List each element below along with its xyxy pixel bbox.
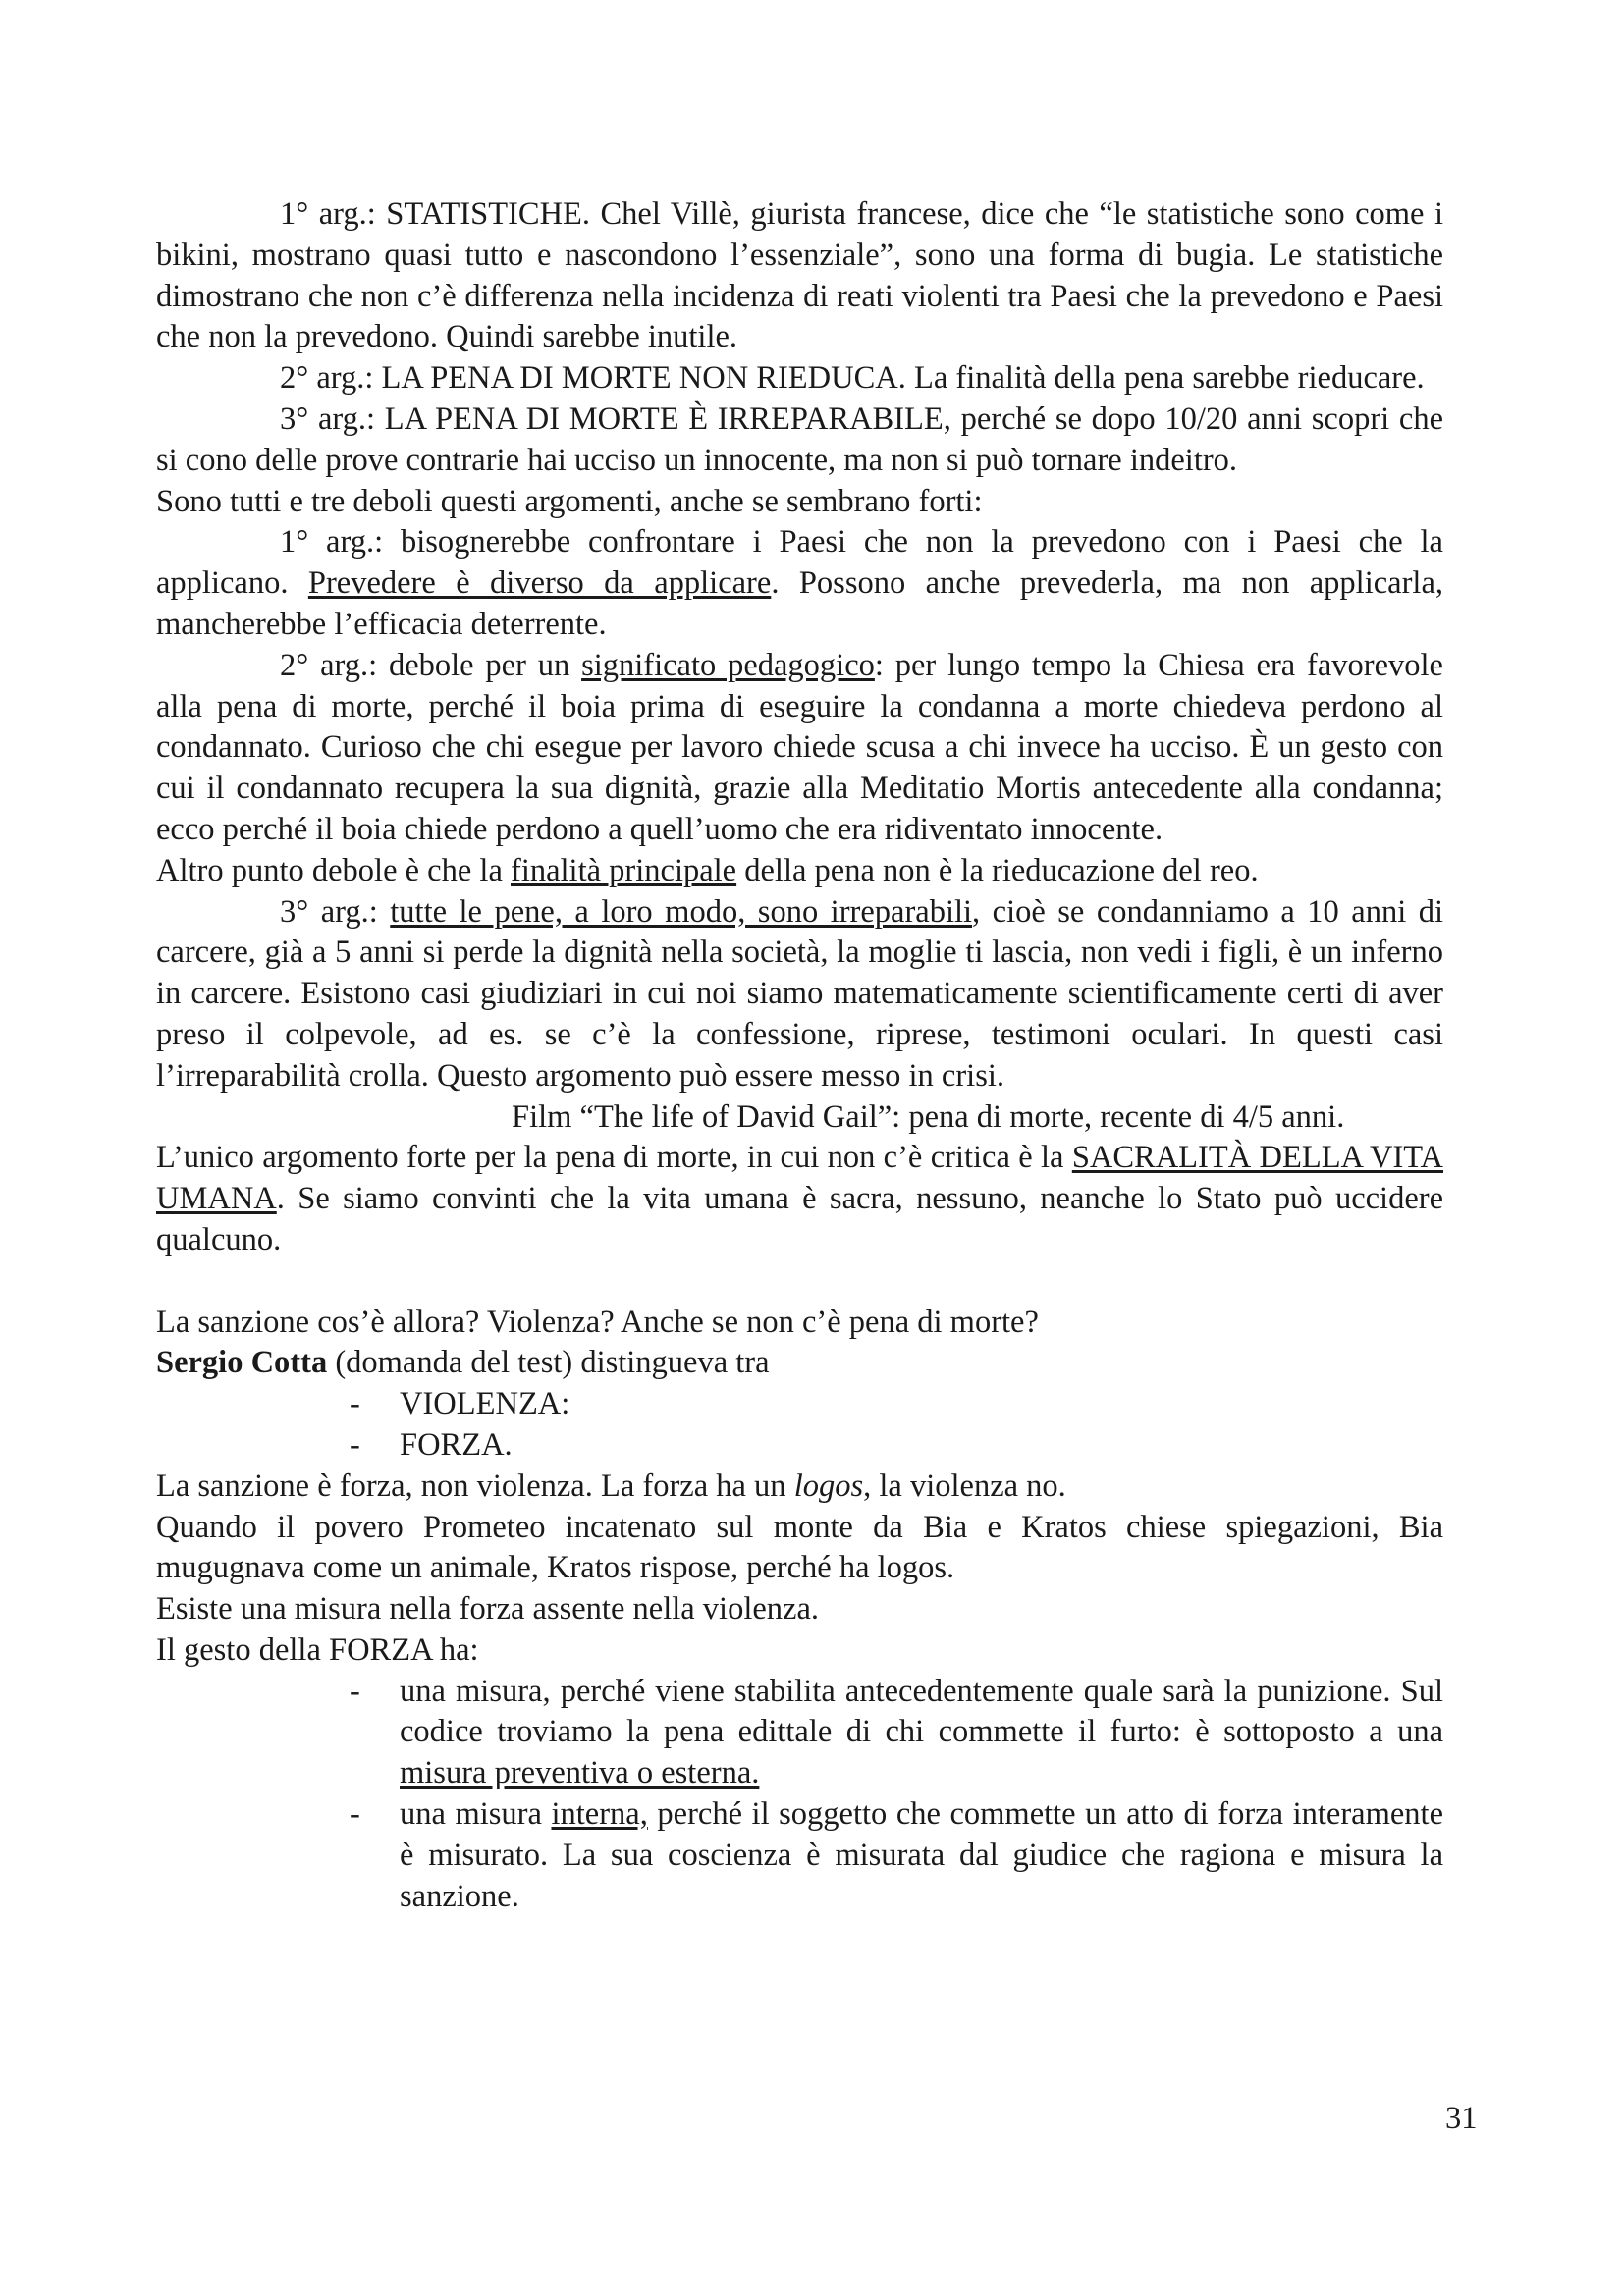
paragraph-prometheus: Quando il povero Prometeo incatenato sul monte da Bia e Kratos chiese spiegazioni, Bia mugugnava come un animale, Kratos rispose, perché ha logos. (156, 1509, 1443, 1586)
text-run: , cioè se condanniamo a 10 anni di carcere, già a 5 anni si perde la dignità nella società, la moglie ti lascia, non vedi i figli, è un inferno in carcere. Esistono casi giudiziari in cui noi siamo matematicamente scientificamente certi di aver preso il colpevole, ad es. se c’è la confessione, riprese, testimoni oculari. In questi casi l’irreparabilità crolla. Questo argomento può essere messo in crisi. (156, 893, 1443, 1094)
text-run: una misura, perché viene stabilita antecedentemente quale sarà la punizione. Sul codice troviamo la pena edittale di chi commette il furto: è sottoposto a una (400, 1673, 1443, 1750)
paragraph-statistics-argument: 1° arg.: STATISTICHE. Chel Villè, giurista francese, dice che “le statistiche sono come i bikini, mostrano quasi tutto e nascondono l’essenziale”, sono una forma di bugia. Le statistiche dimostrano che non c’è differenza nella incidenza di reati violenti tra Paesi che la prevedono e Paesi che non la prevedono. Quindi sarebbe inutile. (156, 196, 1443, 355)
dash-bullet: - (350, 1673, 360, 1709)
text-run: , la violenza no. (863, 1468, 1066, 1504)
underlined-phrase: misura preventiva o esterna. (400, 1755, 760, 1791)
list-item (156, 1425, 1443, 1467)
paragraph-sacredness-of-life (156, 1138, 1443, 1260)
document-body (156, 194, 1443, 1917)
underlined-phrase: finalità principale (511, 852, 737, 888)
text-run: La sanzione è forza, non violenza. La forza ha un (156, 1468, 794, 1504)
film-reference: Film “The life of David Gail”: pena di morte, recente di 4/5 anni. (512, 1098, 1345, 1135)
paragraph-rebuttal-1 (156, 522, 1443, 645)
dash-bullet: - (350, 1386, 360, 1422)
underlined-phrase: significato pedagogico (581, 647, 875, 683)
text-run: della pena non è la rieducazione del reo. (736, 852, 1259, 888)
text-run: 1° arg.: bisognerebbe confrontare i Paesi che non la prevedono con i Paesi che la applicano. (156, 524, 1443, 602)
text-run: . Possono anche prevederla, ma non applicarla, mancherebbe l’efficacia deterrente. (156, 565, 1443, 642)
italic-word: logos (793, 1468, 864, 1504)
paragraph-force-gesture: Il gesto della FORZA ha: (156, 1631, 479, 1668)
underlined-phrase: tutte le pene, a loro modo, sono irreparabili (390, 893, 973, 930)
text-run: 2° arg.: debole per un (280, 647, 582, 683)
list-item-text: FORZA. (400, 1426, 513, 1463)
list-item-text: VIOLENZA: (400, 1386, 570, 1422)
text-run: L’unico argomento forte per la pena di morte, in cui non c’è critica è la (156, 1140, 1072, 1176)
list-item (156, 1384, 1443, 1425)
paragraph-rebuttal-2 (156, 646, 1443, 851)
paragraph-force-logos (156, 1467, 1443, 1508)
text-run: (domanda del test) distingueva tra (327, 1345, 770, 1381)
paragraph-sanction-question: La sanzione cos’è allora? Violenza? Anche se non c’è pena di morte? (156, 1304, 1039, 1340)
text-run: . Se siamo convinti che la vita umana è sacra, nessuno, neanche lo Stato può uccidere qualcuno. (156, 1181, 1443, 1257)
underlined-phrase: SACRALITÀ DELLA VITA UMANA (156, 1140, 1444, 1217)
paragraph-rebuttal-3 (156, 892, 1443, 1097)
paragraph-spacer (156, 1261, 1443, 1303)
violence-force-list (156, 1384, 1443, 1467)
dash-bullet: - (350, 1426, 360, 1463)
paragraph-weak-arguments-intro: Sono tutti e tre deboli questi argomenti, anche se sembrano forti: (156, 483, 983, 519)
page-number: 31 (1445, 2101, 1478, 2136)
paragraph-sergio-cotta (156, 1343, 1443, 1384)
list-item (156, 1672, 1443, 1794)
paragraph-reeducation-argument: 2° arg.: LA PENA DI MORTE NON RIEDUCA. La finalità della pena sarebbe rieducare. (280, 360, 1425, 397)
text-run: perché il soggetto che commette un atto di forza interamente è misurato. La sua coscienza è misurata dal giudice che ragiona e misura la sanzione. (400, 1796, 1443, 1914)
text-run: : per lungo tempo la Chiesa era favorevole alla pena di morte, perché il boia prima di eseguire la condanna a morte chiedeva perdono al condannato. Curioso che chi esegue per lavoro chiede scusa a chi invece ha ucciso. È un gesto con cui il condannato recupera la sua dignità, grazie alla Meditatio Mortis antecedente alla condanna; ecco perché il boia chiede perdono a quell’uomo che era ridiventato innocente. (156, 647, 1443, 847)
paragraph-irreparable-argument: 3° arg.: LA PENA DI MORTE È IRREPARABILE, perché se dopo 10/20 anni scopri che si cono delle prove contrarie hai ucciso un innocente, ma non si può tornare indeitro. (156, 400, 1443, 478)
list-item (156, 1794, 1443, 1917)
paragraph-measure-in-force: Esiste una misura nella forza assente nella violenza. (156, 1591, 820, 1628)
dash-bullet: - (350, 1796, 360, 1833)
underlined-phrase: Prevedere è diverso da applicare (307, 565, 772, 602)
text-run: 3° arg.: (280, 893, 391, 930)
underlined-phrase: interna, (551, 1796, 648, 1833)
paragraph-main-purpose (156, 851, 1443, 892)
measure-list (156, 1672, 1443, 1918)
text-run: una misura (400, 1796, 552, 1833)
text-run: Altro punto debole è che la (156, 852, 511, 888)
author-name: Sergio Cotta (156, 1345, 328, 1381)
